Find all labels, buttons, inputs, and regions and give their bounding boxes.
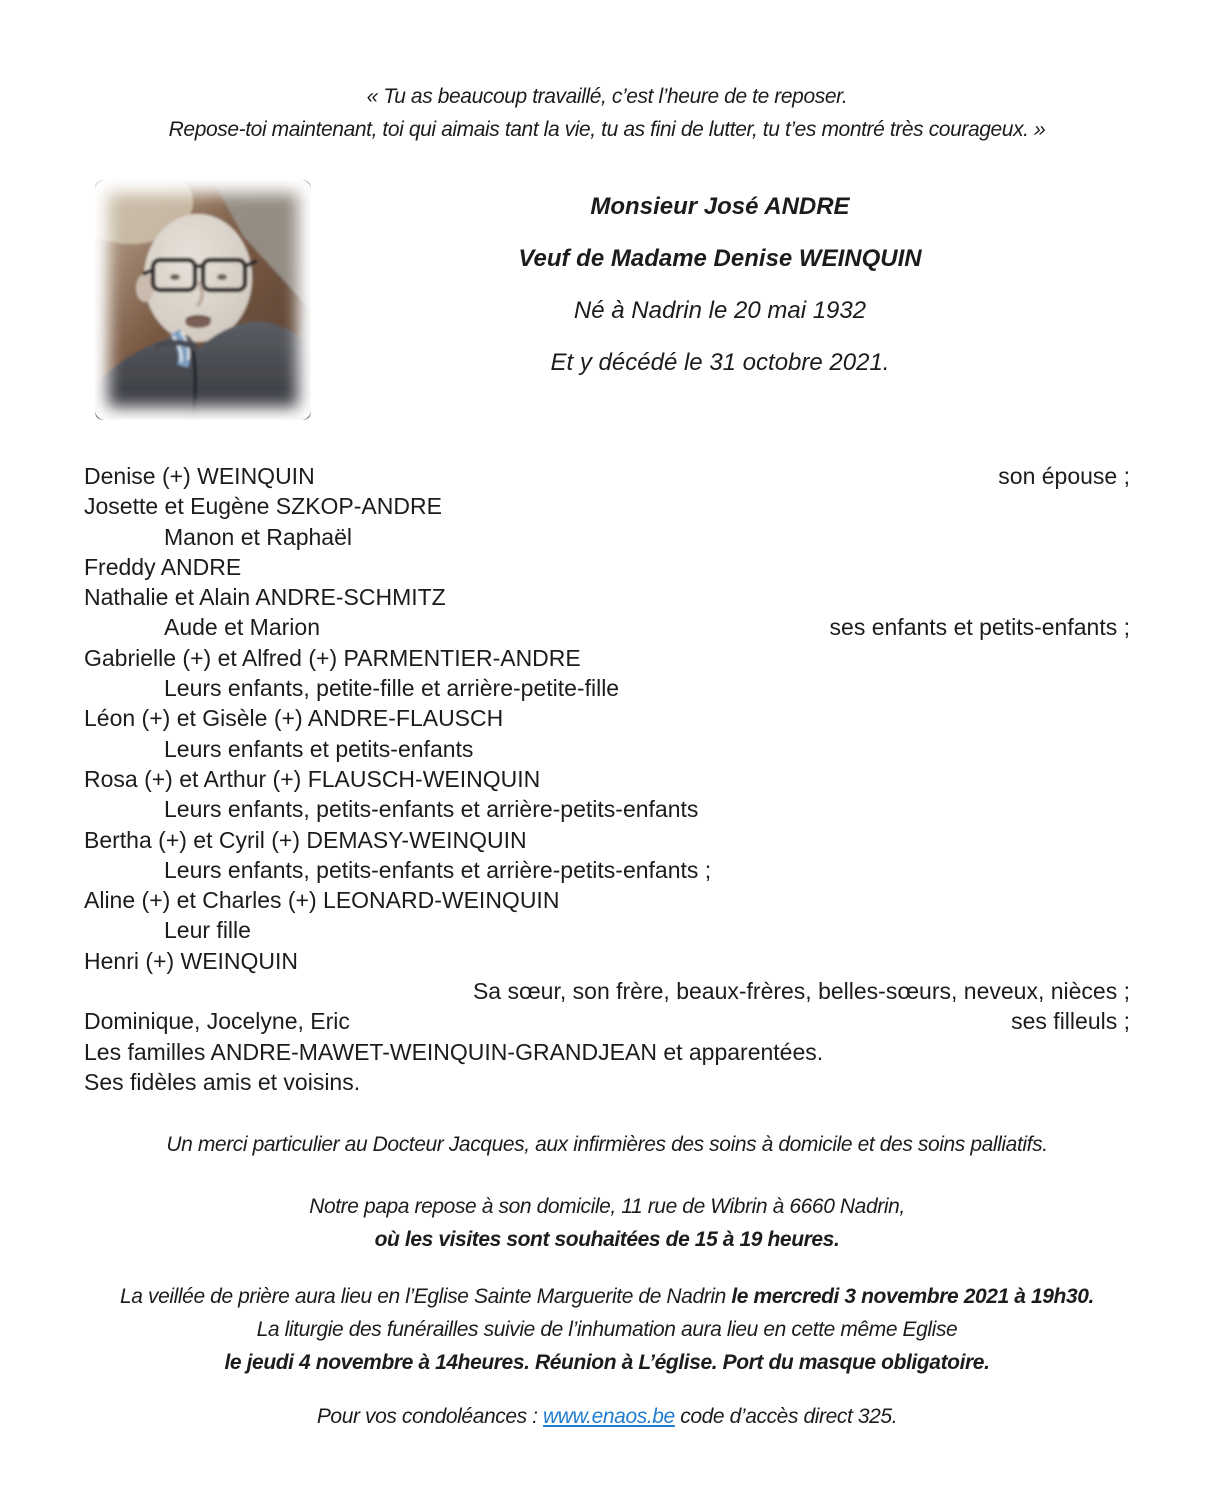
header-section xyxy=(84,180,1130,422)
family-row xyxy=(84,1006,1130,1036)
ceremony-paragraph xyxy=(84,1280,1130,1379)
family-member-name: Leurs enfants, petits-enfants et arrière-petits-enfants xyxy=(164,796,699,823)
family-row xyxy=(84,491,1130,521)
family-member-name: Manon et Raphaël xyxy=(164,523,352,550)
condolences-line xyxy=(84,1400,1130,1433)
family-member-name: Leurs enfants, petite-fille et arrière-petite-fille xyxy=(164,675,620,702)
family-member-name: Aude et Marion xyxy=(164,614,320,641)
family-member-name: Rosa (+) et Arthur (+) FLAUSCH-WEINQUIN xyxy=(84,765,541,792)
family-row xyxy=(84,855,1130,885)
family-row xyxy=(84,825,1130,855)
family-row xyxy=(84,643,1130,673)
family-member-name: Josette et Eugène SZKOP-ANDRE xyxy=(84,493,442,520)
family-relation-label: son épouse ; xyxy=(998,463,1130,489)
family-row xyxy=(84,734,1130,764)
family-relation-label: Sa sœur, son frère, beaux-frères, belles-sœurs, neveux, nièces ; xyxy=(472,978,1130,1005)
family-row xyxy=(84,1067,1130,1097)
quote-line-2: Repose-toi maintenant, toi qui aimais tant la vie, tu as fini de lutter, tu t’es montré très courageux. » xyxy=(168,118,1046,141)
family-row xyxy=(84,673,1130,703)
family-row xyxy=(84,582,1130,612)
thanks-paragraph xyxy=(84,1128,1130,1161)
portrait-photo-image xyxy=(95,180,311,420)
family-member-name: Leur fille xyxy=(164,917,251,944)
vigil-line-regular: La veillée de prière aura lieu en l’Eglise Sainte Marguerite de Nadrin xyxy=(120,1285,732,1309)
family-row xyxy=(84,946,1130,976)
family-row xyxy=(84,1037,1130,1067)
family-member-name: Bertha (+) et Cyril (+) DEMASY-WEINQUIN xyxy=(84,826,527,853)
family-member-name: Ses fidèles amis et voisins. xyxy=(84,1068,361,1095)
family-row xyxy=(84,461,1130,491)
deceased-details xyxy=(310,180,1130,376)
family-list xyxy=(84,461,1130,1097)
birth-line: Né à Nadrin le 20 mai 1932 xyxy=(573,297,867,324)
family-row xyxy=(84,794,1130,824)
deceased-name: Monsieur José ANDRE xyxy=(590,193,850,220)
family-member-name: Gabrielle (+) et Alfred (+) PARMENTIER-ANDRE xyxy=(84,644,581,671)
repose-paragraph xyxy=(84,1190,1130,1256)
quote-line-1: « Tu as beaucoup travaillé, c’est l’heure de te reposer. xyxy=(366,85,848,108)
family-row xyxy=(84,764,1130,794)
condolences-suffix: code d’accès direct 325. xyxy=(674,1405,898,1429)
family-relation-label: ses enfants et petits-enfants ; xyxy=(829,614,1130,641)
death-line: Et y décédé le 31 octobre 2021. xyxy=(550,349,890,376)
family-member-name: Henri (+) WEINQUIN xyxy=(84,947,299,974)
condolences-paragraph xyxy=(84,1400,1130,1433)
family-row xyxy=(84,915,1130,945)
family-member-name: Leurs enfants, petits-enfants et arrière-petits-enfants ; xyxy=(164,856,712,883)
family-member-name: Denise (+) WEINQUIN xyxy=(84,463,315,489)
family-member-name: Dominique, Jocelyne, Eric xyxy=(84,1008,350,1035)
family-row xyxy=(84,976,1130,1006)
family-row xyxy=(84,552,1130,582)
family-row xyxy=(84,703,1130,733)
condolences-prefix: Pour vos condoléances : xyxy=(316,1405,544,1429)
vigil-line-bold: le mercredi 3 novembre 2021 à 19h30. xyxy=(731,1285,1094,1309)
family-member-name: Aline (+) et Charles (+) LEONARD-WEINQUIN xyxy=(84,887,560,914)
family-member-name: Les familles ANDRE-MAWET-WEINQUIN-GRANDJEAN et apparentées. xyxy=(84,1038,824,1065)
thanks-line: Un merci particulier au Docteur Jacques, aux infirmières des soins à domicile et des soins palliatifs. xyxy=(166,1133,1048,1157)
deceased-subtitle: Veuf de Madame Denise WEINQUIN xyxy=(518,245,922,272)
family-member-name: Freddy ANDRE xyxy=(84,553,242,580)
funeral-line: le jeudi 4 novembre à 14heures. Réunion à L’église. Port du masque obligatoire. xyxy=(224,1351,990,1375)
visits-line: où les visites sont souhaitées de 15 à 19 heures. xyxy=(374,1228,840,1252)
opening-quote xyxy=(0,0,1214,146)
family-row xyxy=(84,885,1130,915)
enaos-link[interactable]: www.enaos.be xyxy=(543,1405,675,1429)
family-member-name: Nathalie et Alain ANDRE-SCHMITZ xyxy=(84,584,446,611)
vigil-line xyxy=(84,1280,1130,1313)
family-relation-label: ses filleuls ; xyxy=(1011,1008,1130,1035)
family-row xyxy=(84,612,1130,642)
repose-line-1: Notre papa repose à son domicile, 11 rue de Wibrin à 6660 Nadrin, xyxy=(309,1195,905,1219)
portrait-photo xyxy=(95,180,311,420)
liturgy-line: La liturgie des funérailles suivie de l’inhumation aura lieu en cette même Eglise xyxy=(256,1318,958,1342)
family-member-name: Leurs enfants et petits-enfants xyxy=(164,735,474,762)
family-member-name: Léon (+) et Gisèle (+) ANDRE-FLAUSCH xyxy=(84,705,504,732)
family-row xyxy=(84,522,1130,552)
